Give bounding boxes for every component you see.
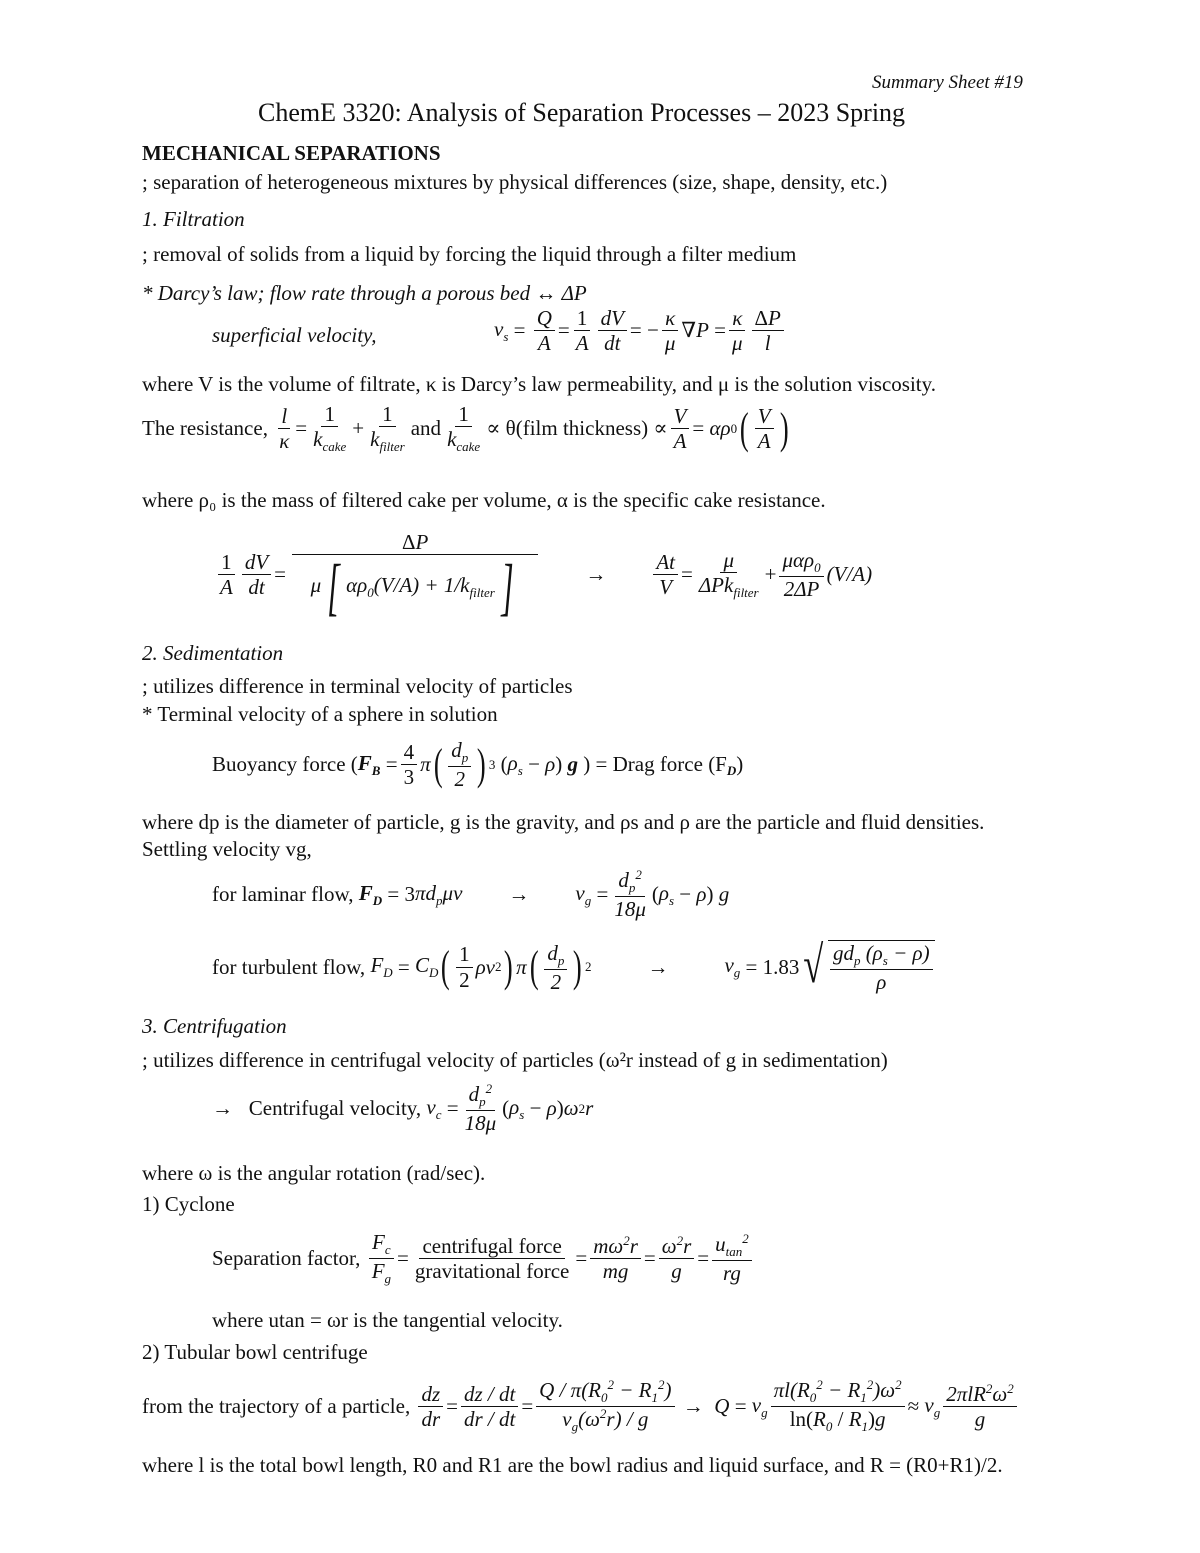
- sedimentation-heading: 2. Sedimentation: [142, 641, 284, 665]
- trajectory-equation: from the trajectory of a particle, $\frac{dz}{dr}$ = $\frac{dz / dt}{dr / dt}$ = $\frac{Q / \pi(R_0^2 - R_1^2)}{v_g(\omega^2r) / g}$ → Q = $v_g$ $\frac{\pi l(R_0^2 - R_1^2)\omega^2}{\ln(R_0 / R_1)g}$ ≈ $v_g$ $\frac{2\pi lR^2\omega^2}{g}$: [142, 1378, 1020, 1435]
- sheet-label: Summary Sheet #19: [872, 72, 1023, 93]
- buoyancy-label: Buoyancy force (: [212, 752, 358, 777]
- section-definition: ; separation of heterogeneous mixtures by physical differences (size, shape, density, etc.): [142, 170, 888, 194]
- resistance-and: and: [410, 416, 442, 441]
- turbulent-equation: for turbulent flow, $F_D$ = $C_D$ ( $\frac{1}{2}$ ρv 2 ) π ( $\frac{d_p}{2}$ ) 2 → $v_g$ = 1.83 √ $\frac{gd_p (\rho_s - \rho)}{\rho}$: [212, 940, 935, 994]
- trajectory-label: from the trajectory of a particle,: [142, 1394, 411, 1419]
- cyclone-heading: 1) Cyclone: [142, 1192, 235, 1216]
- filtration-heading: 1. Filtration: [142, 207, 245, 231]
- resistance-label: The resistance,: [142, 416, 268, 441]
- darcy-equation: $v_s$ = $\frac{Q}{A}$ = $\frac{1}{A}$ $\frac{dV}{dt}$ = − $\frac{\kappa}{\mu}$ ∇ P = $\frac{\kappa}{\mu}$ $\frac{\Delta P}{l}$: [494, 306, 787, 355]
- settling-velocity-label: Settling velocity vg,: [142, 837, 312, 861]
- filtrate-where-line: where V is the volume of filtrate, κ is Darcy’s law permeability, and μ is the solution viscosity.: [142, 372, 937, 396]
- centrifugation-heading: 3. Centrifugation: [142, 1014, 287, 1038]
- omega-where-line: where ω is the angular rotation (rad/sec).: [142, 1161, 486, 1185]
- superficial-velocity-label: superficial velocity,: [212, 323, 377, 347]
- utan-where-line: where utan = ωr is the tangential velocity.: [212, 1308, 563, 1332]
- rho-where-line: where ρ₀ is the mass of filtered cake per volume, α is the specific cake resistance.: [142, 488, 826, 512]
- darcy-law: * Darcy’s law; flow rate through a porous bed ↔ ΔP: [142, 281, 587, 305]
- buoyancy-equation: Buoyancy force ( $F_B$ = $\frac{4}{3}$ π ( $\frac{d_p}{2}$ ) 3 ( $\rho_s$ − ρ ) g ) = Drag force (F $_D$ ): [212, 738, 744, 792]
- centrifugal-velocity-label: Centrifugal velocity,: [248, 1096, 422, 1121]
- turbulent-label: for turbulent flow,: [212, 954, 366, 979]
- laminar-label: for laminar flow,: [212, 882, 354, 907]
- terminal-velocity-line: * Terminal velocity of a sphere in solution: [142, 702, 498, 726]
- centrifugal-velocity-equation: → Centrifugal velocity, $v_c$ = $\frac{d_p^2}{18\mu}$ ( $\rho_s$ − ρ ) ω 2 r: [212, 1081, 594, 1136]
- sedimentation-where-line: where dp is the diameter of particle, g is the gravity, and ρs and ρ are the particle and fluid densities.: [142, 810, 985, 834]
- laminar-equation: for laminar flow, $F_D$ = 3 $\pi d_p\mu v$ → $v_g$ = $\frac{d_p^2}{18\mu}$ ( $\rho_s$ − ρ ) g: [212, 867, 730, 922]
- separation-factor-equation: Separation factor, $\frac{F_c}{F_g}$ = $\frac{\text{centrifugal force}}{\text{gravitational force}}$ = $\frac{m\omega^2r}{mg}$ = $\frac{\omega^2r}{g}$ = $\frac{u_{tan}^2}{rg}$: [212, 1230, 755, 1287]
- page-title: ChemE 3320: Analysis of Separation Processes – 2023 Spring: [258, 98, 906, 127]
- tubular-heading: 2) Tubular bowl centrifuge: [142, 1340, 368, 1364]
- resistance-row: The resistance, $\frac{l}{\kappa}$ = $\frac{1}{k_{cake}}$ + $\frac{1}{k_{filter}}$ and $\frac{1}{k_{cake}}$ ∝ θ(film thickness) ∝ $\frac{V}{A}$ = αρ 0 ( $\frac{V}{A}$ ): [142, 402, 789, 455]
- separation-factor-label: Separation factor,: [212, 1246, 361, 1271]
- filtration-rate-equation: $\frac{1}{A}$ $\frac{dV}{dt}$ = $\frac{\Delta P}{\mu[ \alpha\rho_0(V/A) + 1/k_{filter}]}$ → $\frac{At}{V}$ = $\frac{\mu}{\Delta Pk_{filter}}$ + $\frac{\mu\alpha\rho_0}{2\Delta P}$ (V/A): [220, 530, 873, 623]
- sedimentation-definition: ; utilizes difference in terminal velocity of particles: [142, 674, 573, 698]
- resistance-film: ∝ θ(film thickness) ∝: [486, 416, 668, 441]
- gravitational-force-text: gravitational force: [414, 1259, 570, 1284]
- centrifugal-force-text: centrifugal force: [419, 1234, 564, 1259]
- centrifugation-definition: ; utilizes difference in centrifugal velocity of particles (ω²r instead of g in sedimentation): [142, 1048, 888, 1072]
- bowl-where-line: where l is the total bowl length, R0 and R1 are the bowl radius and liquid surface, and R = (R0+R1)/2.: [142, 1453, 1003, 1477]
- drag-label: ) = Drag force (F: [583, 752, 727, 777]
- filtration-definition: ; removal of solids from a liquid by forcing the liquid through a filter medium: [142, 242, 797, 266]
- section-heading: MECHANICAL SEPARATIONS: [142, 141, 441, 165]
